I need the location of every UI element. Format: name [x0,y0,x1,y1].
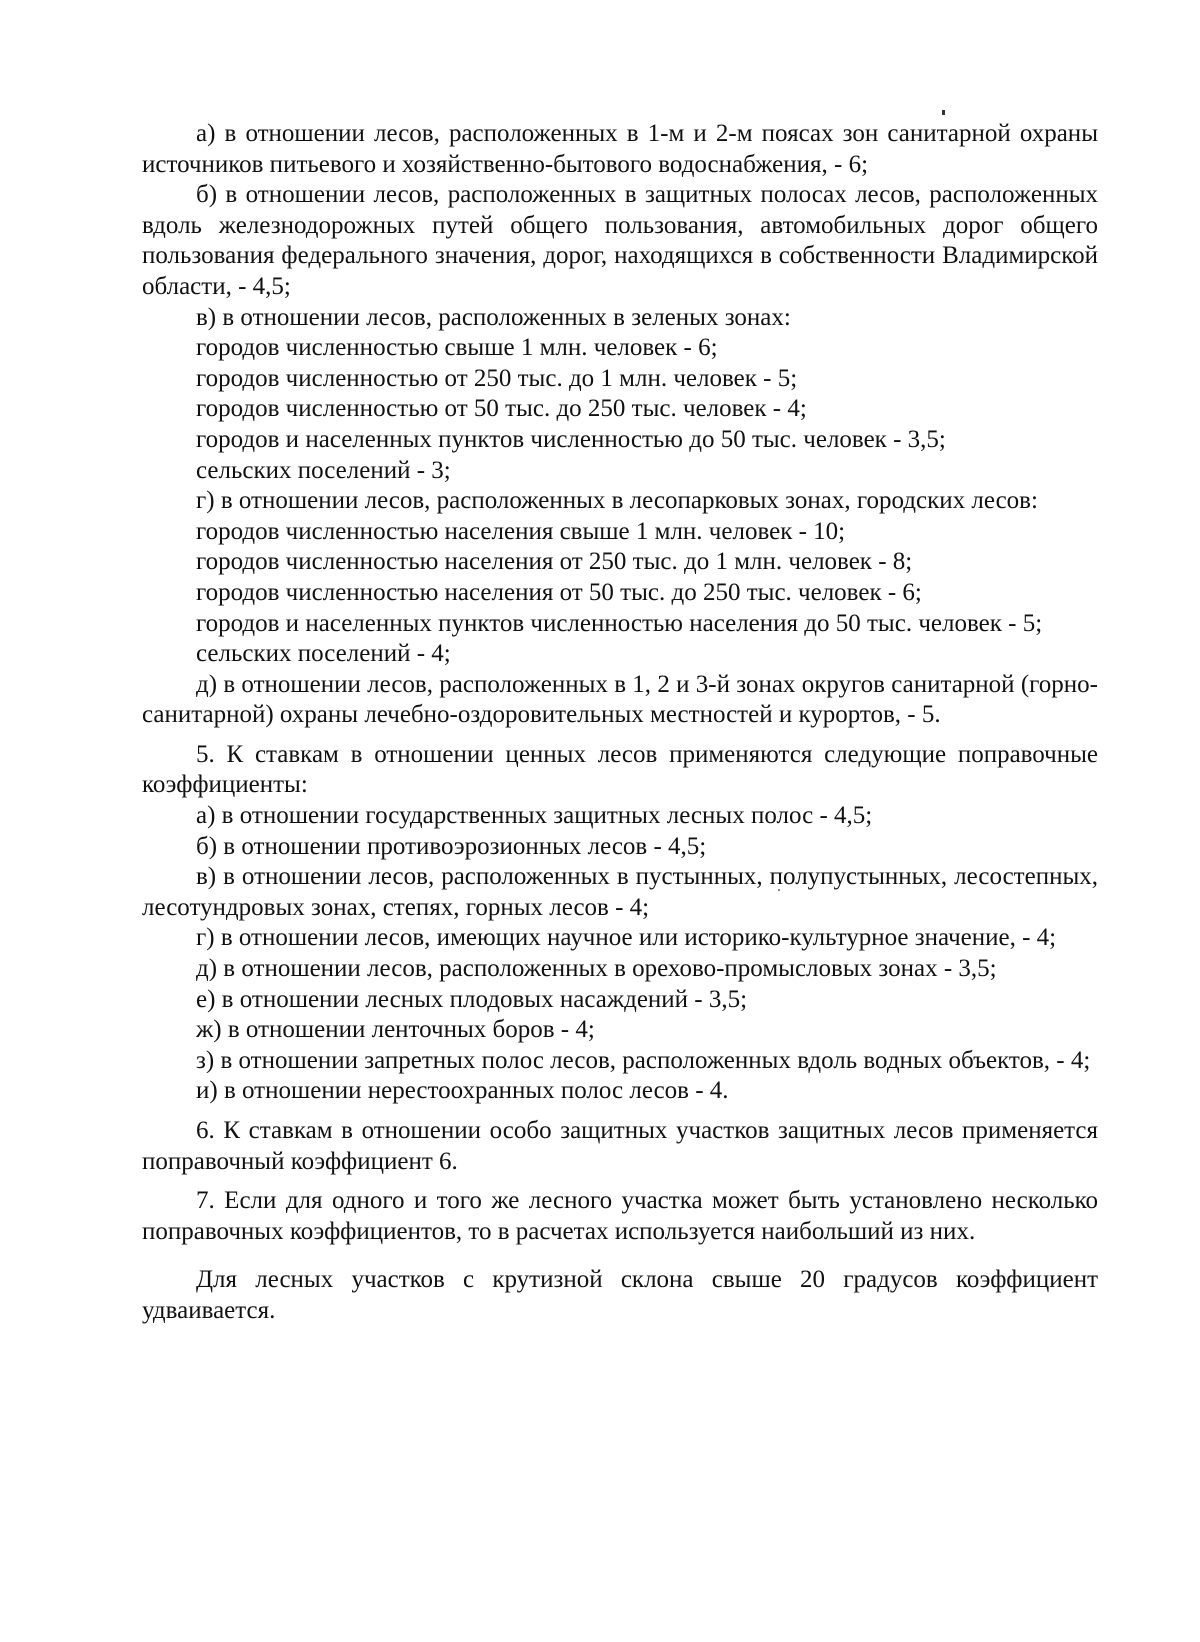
paragraph-item-b: б) в отношении лесов, расположенных в защитных полосах лесов, расположенных вдоль железнодорожных путей общего пользования, автомобильных дорог общего пользования федерального значения, дорог, находящихся в собственности Владимирской области, - 4,5; [142,181,1098,300]
paragraph-item-d: д) в отношении лесов, расположенных в орехово-промысловых зонах - 3,5; [196,955,997,983]
paragraph-item-a: а) в отношении лесов, расположенных в 1-м и 2-м поясах зон санитарной охраны источников питьевого и хозяйственно-бытового водоснабжения, - 6; [142,120,1098,178]
paragraph-subitem: сельских поселений - 4; [196,640,451,668]
paragraph-section-7: 7. Если для одного и того же лесного участка может быть установлено несколько поправочных коэффициентов, то в расчетах используется наибольший из них. [142,1187,1098,1245]
paragraph-item-v: в) в отношении лесов, расположенных в пустынных, полупустынных, лесостепных, лесотундровых зонах, степях, горных лесов - 4; [142,863,1098,921]
paragraph-subitem: городов численностью населения от 250 тыс. до 1 млн. человек - 8; [196,548,913,576]
paragraph-subitem: городов и населенных пунктов численностью населения до 50 тыс. человек - 5; [196,609,1043,637]
paragraph-item-i: и) в отношении нерестоохранных полос лесов - 4. [196,1077,729,1105]
scan-speck [942,110,945,115]
paragraph-subitem: городов численностью свыше 1 млн. человек - 6; [196,334,718,362]
paragraph-item-d: д) в отношении лесов, расположенных в 1, 2 и 3-й зонах округов санитарной (горно-санитарной) охраны лечебно-оздоровительных местностей и курортов, - 5. [142,670,1098,729]
paragraph-slope-note: Для лесных участков с крутизной склона свыше 20 градусов коэффициент удваивается. [142,1266,1098,1324]
paragraph-subitem: городов численностью населения свыше 1 млн. человек - 10; [196,517,846,545]
document-body [142,119,1098,1327]
paragraph-item-zh: ж) в отношении ленточных боров - 4; [196,1016,595,1044]
paragraph-subitem: городов и населенных пунктов численностью до 50 тыс. человек - 3,5; [196,425,946,453]
paragraph-subitem: городов численностью населения от 50 тыс. до 250 тыс. человек - 6; [196,578,922,606]
paragraph-subitem: сельских поселений - 3; [196,456,451,484]
paragraph-item-e: е) в отношении лесных плодовых насаждений - 3,5; [196,985,748,1013]
paragraph-item-g: г) в отношении лесов, расположенных в лесопарковых зонах, городских лесов: [196,487,1038,515]
paragraph-item-v: в) в отношении лесов, расположенных в зеленых зонах: [196,303,791,331]
paragraph-section-6: 6. К ставкам в отношении особо защитных участков защитных лесов применяется поправочный коэффициент 6. [142,1117,1098,1175]
paragraph-item-z: з) в отношении запретных полос лесов, расположенных вдоль водных объектов, - 4; [196,1046,1091,1074]
paragraph-subitem: городов численностью от 50 тыс. до 250 тыс. человек - 4; [196,395,807,423]
paragraph-section-5: 5. К ставкам в отношении ценных лесов применяются следующие поправочные коэффициенты: [142,740,1098,799]
paragraph-item-b: б) в отношении противоэрозионных лесов - 4,5; [196,832,707,860]
paragraph-item-a: а) в отношении государственных защитных лесных полос - 4,5; [196,802,873,830]
paragraph-subitem: городов численностью от 250 тыс. до 1 млн. человек - 5; [196,364,798,392]
paragraph-item-g: г) в отношении лесов, имеющих научное или историко-культурное значение, - 4; [196,924,1057,952]
